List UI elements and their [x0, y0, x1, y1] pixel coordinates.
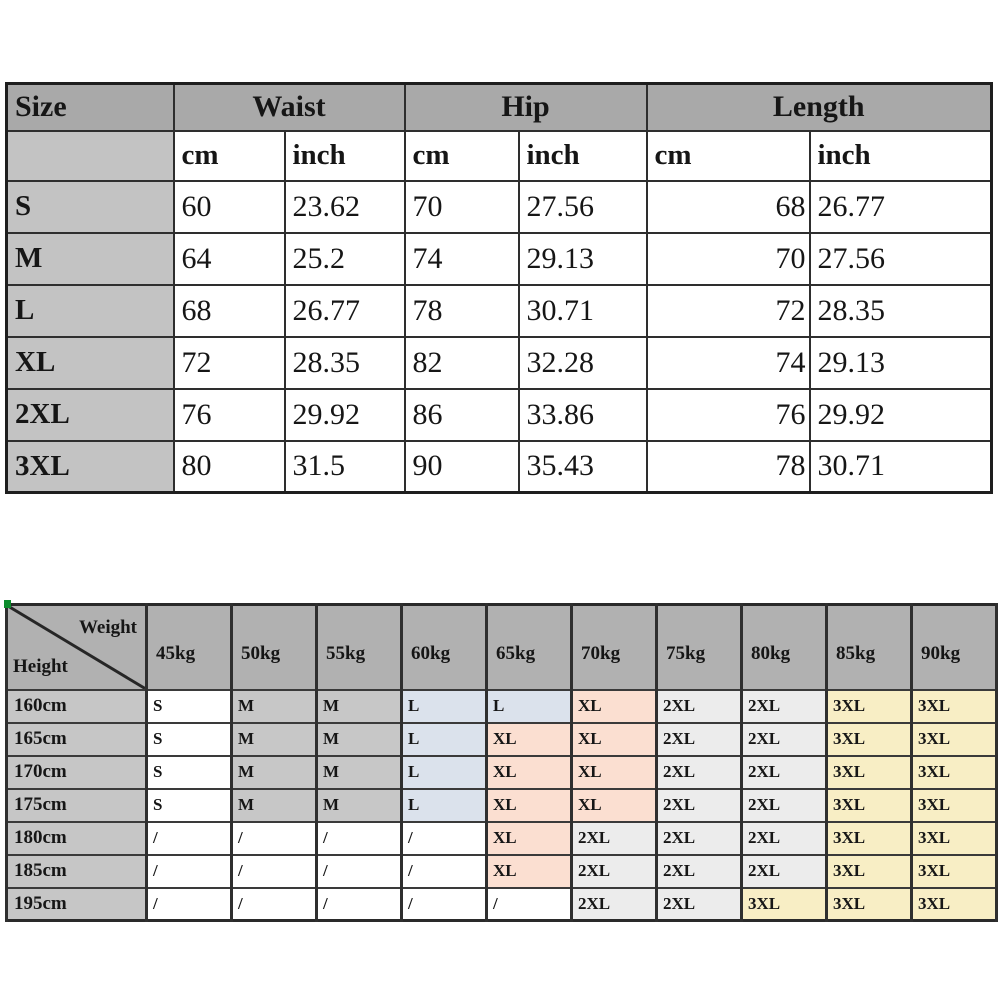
- size-row-label: 2XL: [7, 389, 174, 441]
- size-chart-table: [5, 82, 993, 494]
- fit-cell: XL: [487, 789, 572, 822]
- measurement-cell: 28.35: [810, 285, 992, 337]
- measurement-cell: 60: [174, 181, 285, 233]
- unit-header-row: [7, 131, 992, 181]
- unit-header-cell: inch: [810, 131, 992, 181]
- weight-header-cell: 90kg: [912, 605, 997, 690]
- fit-row-195: [7, 888, 997, 921]
- measurement-cell: 26.77: [285, 285, 405, 337]
- fit-cell: /: [317, 822, 402, 855]
- fit-cell: 3XL: [912, 855, 997, 888]
- fit-cell: 3XL: [827, 789, 912, 822]
- fit-row-165: [7, 723, 997, 756]
- size-row-s: [7, 181, 992, 233]
- fit-cell: 2XL: [657, 723, 742, 756]
- measurement-cell: 70: [405, 181, 519, 233]
- fit-cell: 2XL: [657, 690, 742, 723]
- measurement-cell: 70: [647, 233, 810, 285]
- fit-cell: /: [487, 888, 572, 921]
- fit-cell: XL: [487, 756, 572, 789]
- fit-cell: /: [232, 888, 317, 921]
- measurement-cell: 68: [647, 181, 810, 233]
- fit-cell: XL: [487, 855, 572, 888]
- fit-cell: 2XL: [742, 789, 827, 822]
- fit-cell: 3XL: [827, 855, 912, 888]
- fit-cell: XL: [572, 723, 657, 756]
- measurement-cell: 35.43: [519, 441, 647, 493]
- fit-cell: /: [232, 855, 317, 888]
- fit-cell: 3XL: [827, 723, 912, 756]
- size-row-2xl: [7, 389, 992, 441]
- height-row-label: 165cm: [7, 723, 147, 756]
- measurement-cell: 78: [405, 285, 519, 337]
- measurement-cell: 90: [405, 441, 519, 493]
- fit-table-header-row: [7, 605, 997, 690]
- unit-header-cell: inch: [285, 131, 405, 181]
- fit-cell: XL: [572, 756, 657, 789]
- fit-row-185: [7, 855, 997, 888]
- fit-cell: M: [317, 723, 402, 756]
- size-row-3xl: [7, 441, 992, 493]
- measurement-cell: 72: [174, 337, 285, 389]
- measurement-cell: 76: [174, 389, 285, 441]
- fit-cell: 3XL: [827, 756, 912, 789]
- unit-header-cell: cm: [647, 131, 810, 181]
- fit-cell: 2XL: [657, 888, 742, 921]
- fit-cell: 2XL: [742, 756, 827, 789]
- fit-cell: 2XL: [572, 888, 657, 921]
- fit-cell: /: [402, 888, 487, 921]
- weight-header-cell: 60kg: [402, 605, 487, 690]
- hip-header-cell: Hip: [405, 84, 647, 131]
- fit-cell: 3XL: [912, 756, 997, 789]
- weight-header-cell: 85kg: [827, 605, 912, 690]
- measurement-cell: 27.56: [519, 181, 647, 233]
- size-row-label: XL: [7, 337, 174, 389]
- fit-cell: M: [232, 756, 317, 789]
- fit-row-180: [7, 822, 997, 855]
- empty-corner-cell: [7, 131, 174, 181]
- measurement-cell: 28.35: [285, 337, 405, 389]
- fit-cell: 3XL: [912, 789, 997, 822]
- fit-cell: /: [147, 855, 232, 888]
- measurement-cell: 26.77: [810, 181, 992, 233]
- weight-header-cell: 80kg: [742, 605, 827, 690]
- fit-cell: /: [232, 822, 317, 855]
- size-row-label: L: [7, 285, 174, 337]
- fit-cell: 3XL: [827, 888, 912, 921]
- fit-cell: /: [317, 855, 402, 888]
- weight-axis-label: Weight: [78, 617, 137, 638]
- fit-cell: XL: [487, 723, 572, 756]
- measurement-cell: 74: [405, 233, 519, 285]
- fit-row-170: [7, 756, 997, 789]
- unit-header-cell: inch: [519, 131, 647, 181]
- measurement-cell: 64: [174, 233, 285, 285]
- size-row-m: [7, 233, 992, 285]
- fit-cell: S: [147, 756, 232, 789]
- size-chart-header-row: [7, 84, 992, 131]
- size-row-label: 3XL: [7, 441, 174, 493]
- fit-cell: 2XL: [742, 855, 827, 888]
- measurement-cell: 25.2: [285, 233, 405, 285]
- fit-cell: 2XL: [657, 855, 742, 888]
- fit-cell: XL: [572, 789, 657, 822]
- fit-cell: L: [402, 690, 487, 723]
- fit-cell: 3XL: [827, 822, 912, 855]
- measurement-cell: 68: [174, 285, 285, 337]
- fit-cell: 2XL: [657, 756, 742, 789]
- waist-header-cell: Waist: [174, 84, 405, 131]
- measurement-cell: 76: [647, 389, 810, 441]
- size-row-l: [7, 285, 992, 337]
- weight-header-cell: 50kg: [232, 605, 317, 690]
- measurement-cell: 82: [405, 337, 519, 389]
- fit-cell: /: [147, 822, 232, 855]
- fit-cell: 3XL: [742, 888, 827, 921]
- size-row-label: S: [7, 181, 174, 233]
- fit-cell: /: [402, 822, 487, 855]
- fit-cell: M: [232, 723, 317, 756]
- fit-cell: M: [317, 756, 402, 789]
- measurement-cell: 29.13: [519, 233, 647, 285]
- fit-cell: 3XL: [912, 822, 997, 855]
- measurement-cell: 29.13: [810, 337, 992, 389]
- height-row-label: 170cm: [7, 756, 147, 789]
- fit-cell: 2XL: [572, 855, 657, 888]
- fit-cell: 2XL: [742, 822, 827, 855]
- fit-cell: 3XL: [827, 690, 912, 723]
- fit-cell: XL: [572, 690, 657, 723]
- size-row-xl: [7, 337, 992, 389]
- fit-cell: M: [232, 789, 317, 822]
- measurement-cell: 74: [647, 337, 810, 389]
- height-weight-fit-table: [5, 603, 998, 922]
- fit-cell: M: [317, 789, 402, 822]
- height-row-label: 195cm: [7, 888, 147, 921]
- measurement-cell: 29.92: [810, 389, 992, 441]
- fit-cell: L: [402, 723, 487, 756]
- height-row-label: 160cm: [7, 690, 147, 723]
- fit-cell: XL: [487, 822, 572, 855]
- fit-cell: S: [147, 789, 232, 822]
- height-row-label: 185cm: [7, 855, 147, 888]
- weight-header-cell: 75kg: [657, 605, 742, 690]
- fit-cell: 2XL: [657, 822, 742, 855]
- measurement-cell: 80: [174, 441, 285, 493]
- fit-cell: 2XL: [742, 690, 827, 723]
- fit-cell: 2XL: [572, 822, 657, 855]
- measurement-cell: 78: [647, 441, 810, 493]
- fit-cell: /: [402, 855, 487, 888]
- measurement-cell: 23.62: [285, 181, 405, 233]
- measurement-cell: 33.86: [519, 389, 647, 441]
- fit-cell: 2XL: [657, 789, 742, 822]
- weight-header-cell: 65kg: [487, 605, 572, 690]
- height-row-label: 180cm: [7, 822, 147, 855]
- length-header-cell: Length: [647, 84, 992, 131]
- fit-cell: 3XL: [912, 690, 997, 723]
- size-row-label: M: [7, 233, 174, 285]
- unit-header-cell: cm: [174, 131, 285, 181]
- fit-row-175: [7, 789, 997, 822]
- diagonal-corner-cell: [7, 605, 147, 690]
- measurement-cell: 30.71: [519, 285, 647, 337]
- fit-cell: M: [232, 690, 317, 723]
- fit-cell: /: [147, 888, 232, 921]
- fit-cell: S: [147, 690, 232, 723]
- measurement-cell: 32.28: [519, 337, 647, 389]
- measurement-cell: 30.71: [810, 441, 992, 493]
- fit-cell: 2XL: [742, 723, 827, 756]
- green-marker-dot: [4, 600, 11, 608]
- weight-header-cell: 55kg: [317, 605, 402, 690]
- fit-cell: M: [317, 690, 402, 723]
- height-axis-label: Height: [13, 655, 68, 677]
- weight-header-cell: 45kg: [147, 605, 232, 690]
- fit-cell: S: [147, 723, 232, 756]
- fit-row-160: [7, 690, 997, 723]
- weight-header-cell: 70kg: [572, 605, 657, 690]
- measurement-cell: 86: [405, 389, 519, 441]
- measurement-cell: 31.5: [285, 441, 405, 493]
- fit-cell: /: [317, 888, 402, 921]
- fit-cell: 3XL: [912, 888, 997, 921]
- height-row-label: 175cm: [7, 789, 147, 822]
- measurement-cell: 27.56: [810, 233, 992, 285]
- measurement-cell: 29.92: [285, 389, 405, 441]
- fit-cell: L: [487, 690, 572, 723]
- size-header-cell: Size: [7, 84, 174, 131]
- fit-cell: L: [402, 756, 487, 789]
- measurement-cell: 72: [647, 285, 810, 337]
- fit-cell: L: [402, 789, 487, 822]
- unit-header-cell: cm: [405, 131, 519, 181]
- fit-cell: 3XL: [912, 723, 997, 756]
